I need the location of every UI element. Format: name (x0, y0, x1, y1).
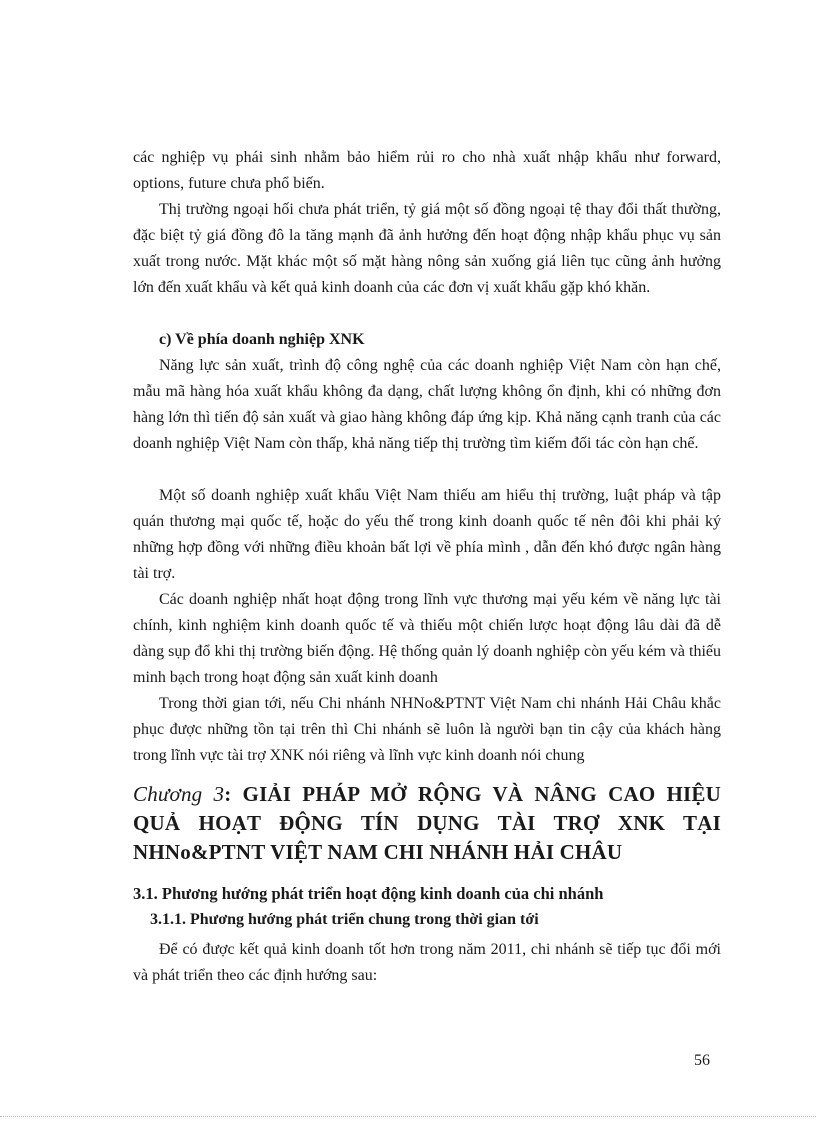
paragraph-capacity: Năng lực sản xuất, trình độ công nghệ của các doanh nghiệp Việt Nam còn hạn chế, mẫu mã hàng hóa xuất khẩu không đa dạng, chất lượng không ổn định, khi có những đơn hàng lớn thì tiến độ sản xuất và giao hàng không đáp ứng kịp. Khả năng cạnh tranh của các doanh nghiệp Việt Nam còn thấp, khả năng tiếp thị trường tìm kiếm đối tác còn hạn chế. (133, 357, 721, 452)
paragraph-finance-weakness: Các doanh nghiệp nhất hoạt động trong lĩnh vực thương mại yếu kém về năng lực tài chính, kinh nghiệm kinh doanh quốc tế và thiếu một chiến lược hoạt động lâu dài đã dễ dàng sụp đổ khi thị trường biến động. Hệ thống quản lý doanh nghiệp còn yếu kém và thiếu minh bạch trong hoạt động sản xuất kinh doanh (133, 591, 721, 686)
section-heading: 3.1. Phương hướng phát triển hoạt động kinh doanh của chi nhánh (133, 884, 604, 903)
footer-divider (0, 1116, 816, 1117)
paragraph-outlook: Trong thời gian tới, nếu Chi nhánh NHNo&PTNT Việt Nam chi nhánh Hải Châu khắc phục được những tồn tại trên thì Chi nhánh sẽ luôn là người bạn tin cậy của khách hàng trong lĩnh vực tài trợ XNK nói riêng và lĩnh vực kinh doanh nói chung (133, 695, 721, 764)
paragraph-orientation: Để có được kết quả kinh doanh tốt hơn trong năm 2011, chi nhánh sẽ tiếp tục đổi mới và phát triển theo các định hướng sau: (133, 941, 721, 984)
chapter-title: : GIẢI PHÁP MỞ RỘNG VÀ NÂNG CAO HIỆU QUẢ HOẠT ĐỘNG TÍN DỤNG TÀI TRỢ XNK TẠI NHNo&PTNT VIỆT NAM CHI NHÁNH HẢI CHÂU (133, 782, 721, 864)
paragraph-forex-market: Thị trường ngoại hối chưa phát triển, tỷ giá một số đồng ngoại tệ thay đổi thất thường, đặc biệt tỷ giá đồng đô la tăng mạnh đã ảnh hưởng đến hoạt động nhập khẩu phục vụ sản xuất trong nước. Mặt khác một số mặt hàng nông sản xuống giá liên tục cũng ảnh hưởng lớn đến xuất khẩu và kết quả kinh doanh của các đơn vị xuất khẩu gặp khó khăn. (133, 201, 721, 296)
paragraph-legal-knowledge: Một số doanh nghiệp xuất khẩu Việt Nam thiếu am hiểu thị trường, luật pháp và tập quán thương mại quốc tế, hoặc do yếu thế trong kinh doanh quốc tế nên đôi khi phải ký những hợp đồng với những điều khoản bất lợi về phía mình , dẫn đến khó được ngân hàng tài trợ. (133, 487, 721, 582)
subsection-heading: 3.1.1. Phương hướng phát triển chung trong thời gian tới (150, 911, 539, 928)
paragraph-derivatives: các nghiệp vụ phái sinh nhằm bảo hiểm rủi ro cho nhà xuất nhập khẩu như forward, options, future chưa phổ biến. (133, 149, 721, 192)
chapter-label: Chương 3 (133, 782, 225, 806)
chapter-heading (133, 780, 721, 867)
subheading-enterprise: c) Về phía doanh nghiệp XNK (159, 331, 365, 348)
page-number: 56 (694, 1052, 710, 1069)
